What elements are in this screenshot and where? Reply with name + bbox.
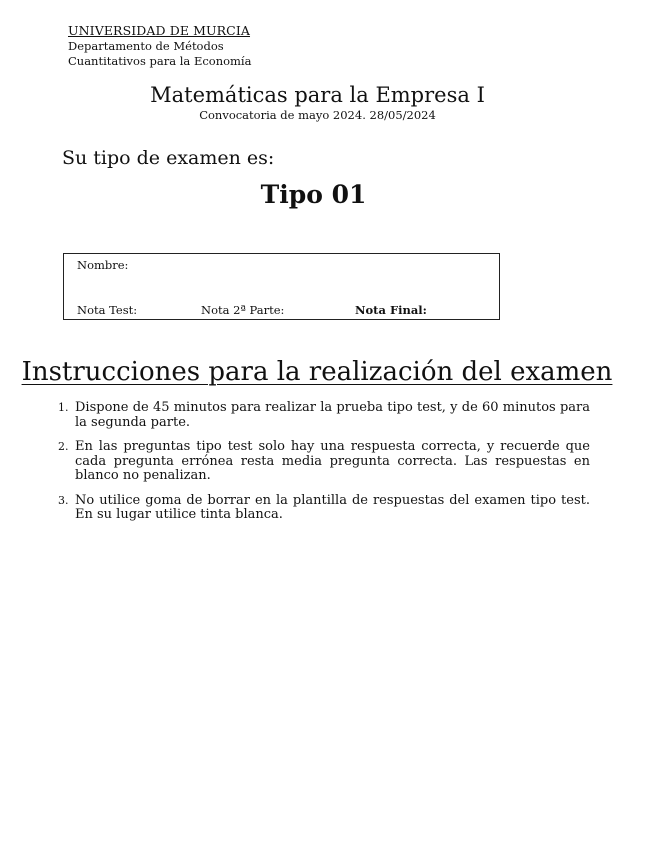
instruction-item [58,492,590,523]
title-block [0,83,635,122]
instruction-text: Dispone de 45 minutos para realizar la prueba tipo test, y de 60 minutos para la segunda parte. [75,400,590,430]
university-name: UNIVERSIDAD DE MURCIA [68,23,251,38]
test-grade-label: Nota Test: [77,303,138,317]
exam-date: Convocatoria de mayo 2024. 28/05/2024 [199,108,436,122]
instruction-text: En las preguntas tipo test solo hay una respuesta correcta, y recuerde que cada pregunta errónea resta media pregunta correcta. Las respuestas en blanco no penalizan. [75,439,590,483]
instruction-number: 3. [58,493,69,507]
instructions-title-text: Instrucciones para la realización del examen [21,357,613,387]
instruction-number: 2. [58,440,69,453]
exam-type-value: Tipo 01 [260,180,367,209]
instructions-list [58,400,590,533]
second-part-grade-label: Nota 2ª Parte: [201,303,285,317]
instructions-title [0,356,634,388]
header-block [68,23,328,69]
final-grade-label: Nota Final: [355,303,427,317]
instruction-number: 1. [58,401,69,414]
instruction-item [58,439,590,484]
department-line-1: Departamento de Métodos [68,39,224,53]
instruction-text: No utilice goma de borrar en la plantilla de respuestas del examen tipo test. En su lugar utilice tinta blanca. [75,492,590,522]
department-line-2: Cuantitativos para la Economía [68,54,252,68]
instruction-item [58,400,590,430]
grade-box [63,253,500,320]
exam-type-label: Su tipo de examen es: [62,147,275,169]
course-title: Matemáticas para la Empresa I [150,83,485,107]
name-label: Nombre: [77,258,129,272]
